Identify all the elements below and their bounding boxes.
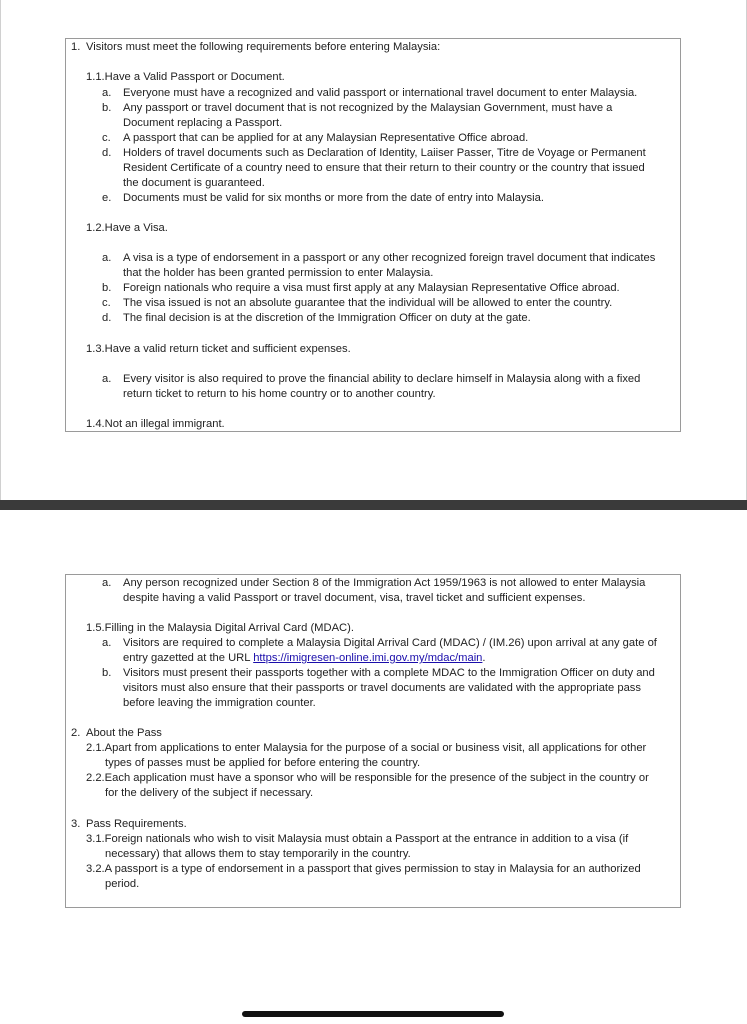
subsection-2-1-line: types of passes must be applied for before entering the country. <box>105 757 421 769</box>
list-marker: c. <box>102 132 111 144</box>
list-marker: a. <box>102 577 112 589</box>
link-prefix-text: entry gazetted at the URL <box>123 652 254 664</box>
subsection-2-2-line: for the delivery of the subject if necessary. <box>105 787 314 799</box>
list-item-line: Visitors must present their passports together with a complete MDAC to the Immigration Officer on duty and <box>123 667 655 679</box>
section-2-title: About the Pass <box>86 727 162 739</box>
section-1-number: 1. <box>71 41 81 53</box>
list-item-line: Any person recognized under Section 8 of the Immigration Act 1959/1963 is not allowed to enter Malaysia <box>123 577 646 589</box>
section-1-title: Visitors must meet the following requirements before entering Malaysia: <box>86 41 441 53</box>
list-item-line: The visa issued is not an absolute guarantee that the individual will be allowed to enter the country. <box>123 297 613 309</box>
list-marker: c. <box>102 297 111 309</box>
section-2-number: 2. <box>71 727 81 739</box>
list-marker: a. <box>102 373 112 385</box>
subsection-3-2-line: 3.2.A passport is a type of endorsement in a passport that gives permission to stay in Malaysia for an authorized <box>86 863 641 875</box>
list-item-line: A visa is a type of endorsement in a passport or any other recognized foreign travel document that indicates <box>123 252 656 264</box>
list-marker: d. <box>102 147 112 159</box>
list-item-line: before leaving the immigration counter. <box>123 697 316 709</box>
list-item-line: return ticket to return to his home country or to another country. <box>123 388 436 400</box>
list-item-line: Every visitor is also required to prove the financial ability to declare himself in Malaysia along with a fixed <box>123 373 641 385</box>
list-item-line: visitors must also ensure that their passports or travel documents are validated with the appropriate pass <box>123 682 641 694</box>
list-item-line: Everyone must have a recognized and valid passport or international travel document to enter Malaysia. <box>123 87 638 99</box>
subsection-3-1-line: 3.1.Foreign nationals who wish to visit Malaysia must obtain a Passport at the entrance in addition to a visa (if <box>86 833 629 845</box>
subsection-1-4-heading: 1.4.Not an illegal immigrant. <box>86 418 225 430</box>
list-item-line: Any passport or travel document that is not recognized by the Malaysian Government, must have a <box>123 102 613 114</box>
list-marker: a. <box>102 637 112 649</box>
link-suffix-text: . <box>482 652 486 664</box>
subsection-3-1-line: necessary) that allows them to stay temporarily in the country. <box>105 848 411 860</box>
list-item-line: that the holder has been granted permission to enter Malaysia. <box>123 267 434 279</box>
subsection-3-2-line: period. <box>105 878 140 890</box>
list-item-line: Resident Certificate of a country need to ensure that their return to their country or the country that issued <box>123 162 645 174</box>
subsection-2-1-line: 2.1.Apart from applications to enter Malaysia for the purpose of a social or business visit, all applications for other <box>86 742 647 754</box>
list-item-line-with-link <box>123 651 486 666</box>
list-marker: a. <box>102 87 112 99</box>
subsection-1-1-heading: 1.1.Have a Valid Passport or Document. <box>86 71 285 83</box>
list-marker: b. <box>102 102 112 114</box>
list-item-line: Visitors are required to complete a Malaysia Digital Arrival Card (MDAC) / (IM.26) upon arrival at any gate of <box>123 637 657 649</box>
section-3-title: Pass Requirements. <box>86 818 187 830</box>
subsection-2-2-line: 2.2.Each application must have a sponsor who will be responsible for the presence of the subject in the country or <box>86 772 649 784</box>
list-marker: d. <box>102 312 112 324</box>
subsection-1-2-heading: 1.2.Have a Visa. <box>86 222 168 234</box>
list-marker: b. <box>102 282 112 294</box>
subsection-1-5-heading: 1.5.Filling in the Malaysia Digital Arrival Card (MDAC). <box>86 622 354 634</box>
list-item-line: The final decision is at the discretion of the Immigration Officer on duty at the gate. <box>123 312 531 324</box>
mdac-url-link[interactable]: https://imigresen-online.imi.gov.my/mdac/main <box>253 652 483 664</box>
home-indicator-bar[interactable] <box>242 1011 504 1017</box>
list-item-line: Holders of travel documents such as Declaration of Identity, Laiiser Passer, Titre de Voyage or Permanent <box>123 147 646 159</box>
list-marker: b. <box>102 667 112 679</box>
list-item-line: Documents must be valid for six months or more from the date of entry into Malaysia. <box>123 192 544 204</box>
list-marker: e. <box>102 192 112 204</box>
list-item-line: Document replacing a Passport. <box>123 117 283 129</box>
list-marker: a. <box>102 252 112 264</box>
section-3-number: 3. <box>71 818 81 830</box>
page-separator <box>0 500 747 510</box>
subsection-1-3-heading: 1.3.Have a valid return ticket and sufficient expenses. <box>86 343 351 355</box>
list-item-line: the document is guaranteed. <box>123 177 265 189</box>
list-item-line: A passport that can be applied for at any Malaysian Representative Office abroad. <box>123 132 529 144</box>
list-item-line: despite having a valid Passport or travel document, visa, travel ticket and sufficient expenses. <box>123 592 586 604</box>
list-item-line: Foreign nationals who require a visa must first apply at any Malaysian Representative Office abroad. <box>123 282 620 294</box>
